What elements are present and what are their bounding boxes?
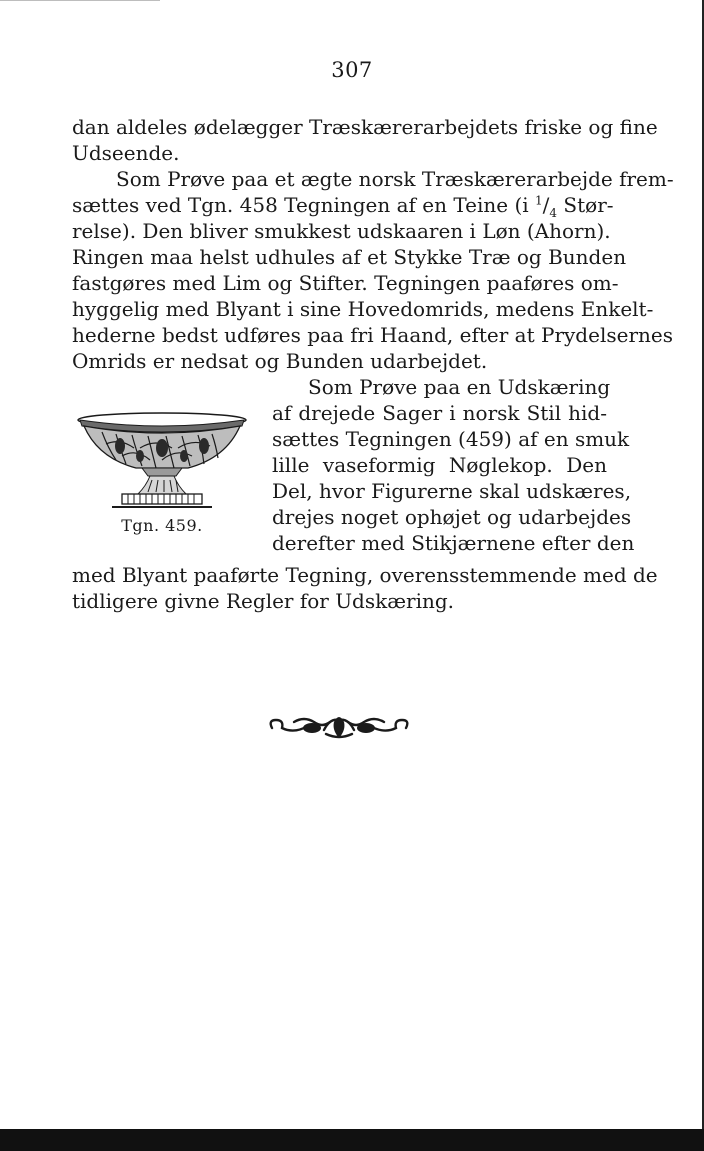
paragraph-2-line-2 xyxy=(72,192,614,220)
fraction-denominator: 4 xyxy=(549,206,558,220)
fraction-numerator: 1 xyxy=(535,193,543,208)
paragraph-2-line-8: Omrids er nedsat og Bunden udarbejdet. xyxy=(72,349,488,373)
paragraph-3-line-9: tidligere givne Regler for Udskæring. xyxy=(72,589,455,613)
page-number: 307 xyxy=(331,58,373,82)
paragraph-2-line-4: Ringen maa helst udhules af et Stykke Træ og Bunden xyxy=(72,245,627,269)
paragraph-3-line-6: drejes noget ophøjet og udarbejdes xyxy=(272,505,632,529)
paragraph-3-line-2: af drejede Sager i norsk Stil hid- xyxy=(272,401,607,425)
line-2-post: Stør- xyxy=(557,193,614,217)
paragraph-2-line-1: Som Prøve paa et ægte norsk Træskærerarbejde frem- xyxy=(116,167,674,191)
paragraph-3-line-3: sættes Tegningen (459) af en smuk xyxy=(272,427,630,451)
paragraph-3-line-7: derefter med Stikjærnene efter den xyxy=(272,531,635,555)
paragraph-1-line-2: Udseende. xyxy=(72,141,180,165)
line-2-pre: sættes ved Tgn. 458 Tegningen af en Teine (i xyxy=(72,193,536,217)
fraction-slash: / xyxy=(542,193,550,217)
paragraph-2-line-6: hyggelig med Blyant i sine Hovedomrids, medens Enkelt- xyxy=(72,297,654,321)
paragraph-3-line-8: med Blyant paaførte Tegning, overensstemmende med de xyxy=(72,563,658,587)
carved-vase-bowl-engraving-icon xyxy=(76,408,248,512)
paragraph-2-line-5: fastgøres med Lim og Stifter. Tegningen paaføres om- xyxy=(72,271,619,295)
paragraph-3-line-1: Som Prøve paa en Udskæring xyxy=(308,375,611,399)
scan-bottom-border xyxy=(0,1129,704,1151)
paragraph-3-line-5: Del, hvor Figurerne skal udskæres, xyxy=(272,479,632,503)
paragraph-2-line-3: relse). Den bliver smukkest udskaaren i Løn (Ahorn). xyxy=(72,219,611,243)
figure-caption: Tgn. 459. xyxy=(121,516,203,535)
paragraph-1-line-1: dan aldeles ødelægger Træskærerarbejdets friske og fine xyxy=(72,115,658,139)
paragraph-3-line-4: lille vaseformig Nøglekop. Den xyxy=(272,453,607,477)
top-edge-rule xyxy=(0,0,160,1)
paragraph-2-line-7: hederne bedst udføres paa fri Haand, efter at Prydelsernes xyxy=(72,323,673,347)
decorative-flourish-icon xyxy=(264,708,414,746)
